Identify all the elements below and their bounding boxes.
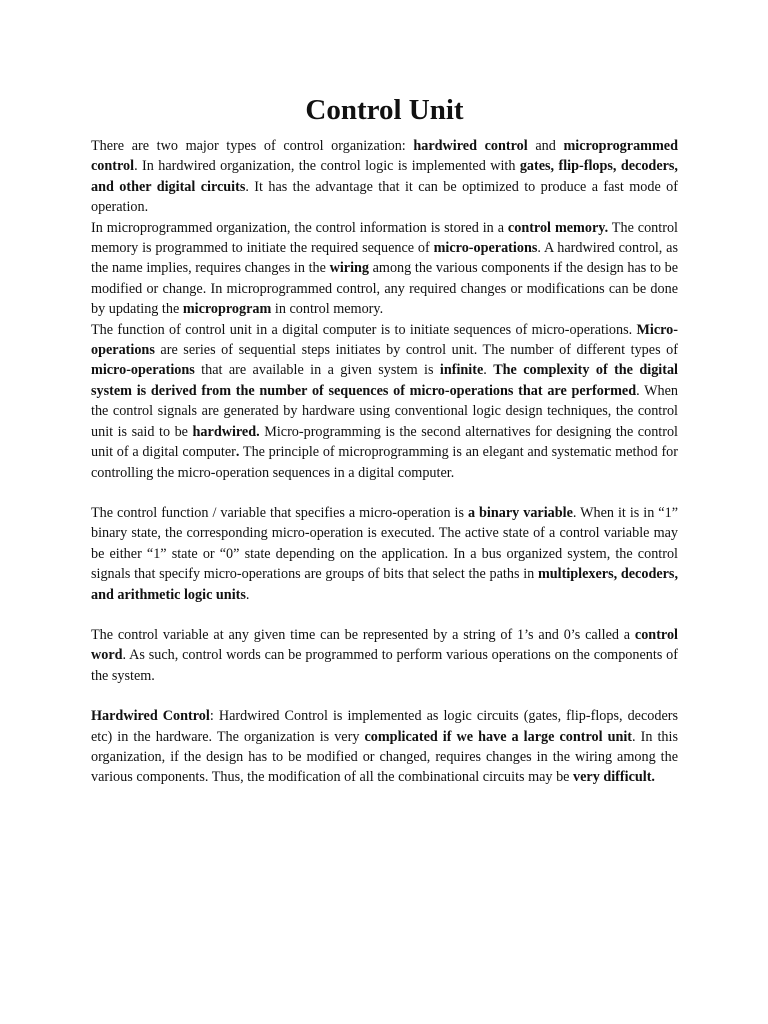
text-run: . A hardwired control, as the name implies, requires changes in the	[91, 240, 678, 277]
text-run: . It has the advantage that it can be optimized to produce a fast mode of operation.	[91, 178, 678, 216]
bold-text-run: infinite	[439, 362, 484, 379]
text-run: .	[483, 362, 494, 379]
page-title: Control Unit	[305, 94, 464, 126]
bold-text-run: gates, flip-flops, decoders, and other digital circuits	[91, 158, 678, 195]
bold-text-run: hardwired control	[413, 138, 528, 154]
text-run: and	[527, 138, 564, 154]
bold-text-run: hardwired.	[192, 423, 260, 440]
text-run: . When the control signals are generated by hardware using conventional logic design techniques, the control unit is said to be	[91, 382, 678, 440]
bold-text-run: very difficult.	[573, 769, 655, 786]
paragraph-control-unit-function	[91, 320, 678, 483]
paragraph-binary-variable	[91, 503, 678, 605]
text-run: .	[245, 586, 250, 603]
text-run: : Hardwired Control is implemented as logic circuits (gates, flip-flops, decoders etc) in the hardware. The organization is very	[91, 708, 679, 745]
text-run: The function of control unit in a digital computer is to initiate sequences of micro-operations.	[91, 321, 637, 338]
bold-text-run: The complexity of the digital system is derived from the number of sequences of micro-operations that are performed	[91, 362, 679, 399]
paragraph-microprogrammed-organization	[91, 218, 678, 320]
bold-text-run: .	[235, 444, 240, 461]
paragraph-hardwired-control	[91, 706, 678, 788]
bold-text-run: Micro-operations	[91, 321, 678, 359]
text-run: The control function / variable that specifies a micro-operation is	[91, 504, 468, 521]
bold-text-run: multiplexers, decoders, and arithmetic logic units	[91, 566, 678, 603]
bold-text-run: micro-operations	[433, 240, 538, 257]
bold-text-run: complicated if we have a large control unit	[364, 728, 633, 745]
paragraph-types-of-control	[91, 136, 678, 218]
bold-text-run: control word	[91, 626, 678, 664]
text-run: among the various components if the design has to be modified or change. In microprogrammed control, any required changes or modifications can be done by updating the	[91, 260, 678, 318]
text-run: in control memory.	[271, 301, 384, 318]
text-run: . As such, control words can be programmed to perform various operations on the components of the system.	[91, 647, 678, 684]
text-run: The control memory is programmed to initiate the required sequence of	[91, 219, 678, 257]
text-run: . In hardwired organization, the control logic is implemented with	[134, 158, 520, 175]
bold-text-run: micro-operations	[91, 362, 195, 379]
text-run: . In this organization, if the design has to be modified or changed, requires changes in the wiring among the various components. Thus, the modification of all the combinational circuits may be	[91, 728, 678, 786]
text-run: . When it is in “1” binary state, the corresponding micro-operation is executed. The active state of a control variable may be either “1” state or “0” state depending on the application. In a bus organized system, the control signals that specify micro-operations are groups of bits that select the paths in	[91, 504, 678, 583]
bold-text-run: Hardwired Control	[91, 708, 210, 725]
text-run: Micro-programming is the second alternatives for designing the control unit of a digital computer	[91, 423, 678, 461]
text-run: There are two major types of control organization:	[91, 138, 414, 154]
text-run: that are available in a given system is	[194, 362, 440, 379]
bold-text-run: a binary variable	[467, 504, 573, 521]
bold-text-run: microprogram	[182, 301, 272, 318]
text-run: The principle of microprogramming is an elegant and systematic method for controlling the micro-operation sequences in a digital computer.	[91, 444, 678, 481]
text-run: The control variable at any given time can be represented by a string of 1’s and 0’s called a	[91, 626, 635, 643]
bold-text-run: control memory.	[507, 219, 609, 236]
bold-text-run: wiring	[329, 260, 369, 277]
text-run: In microprogrammed organization, the control information is stored in a	[91, 219, 508, 236]
paragraph-control-word	[91, 625, 678, 686]
text-run: are series of sequential steps initiates by control unit. The number of different types of	[154, 342, 678, 359]
bold-text-run: microprogrammed control	[91, 138, 678, 175]
